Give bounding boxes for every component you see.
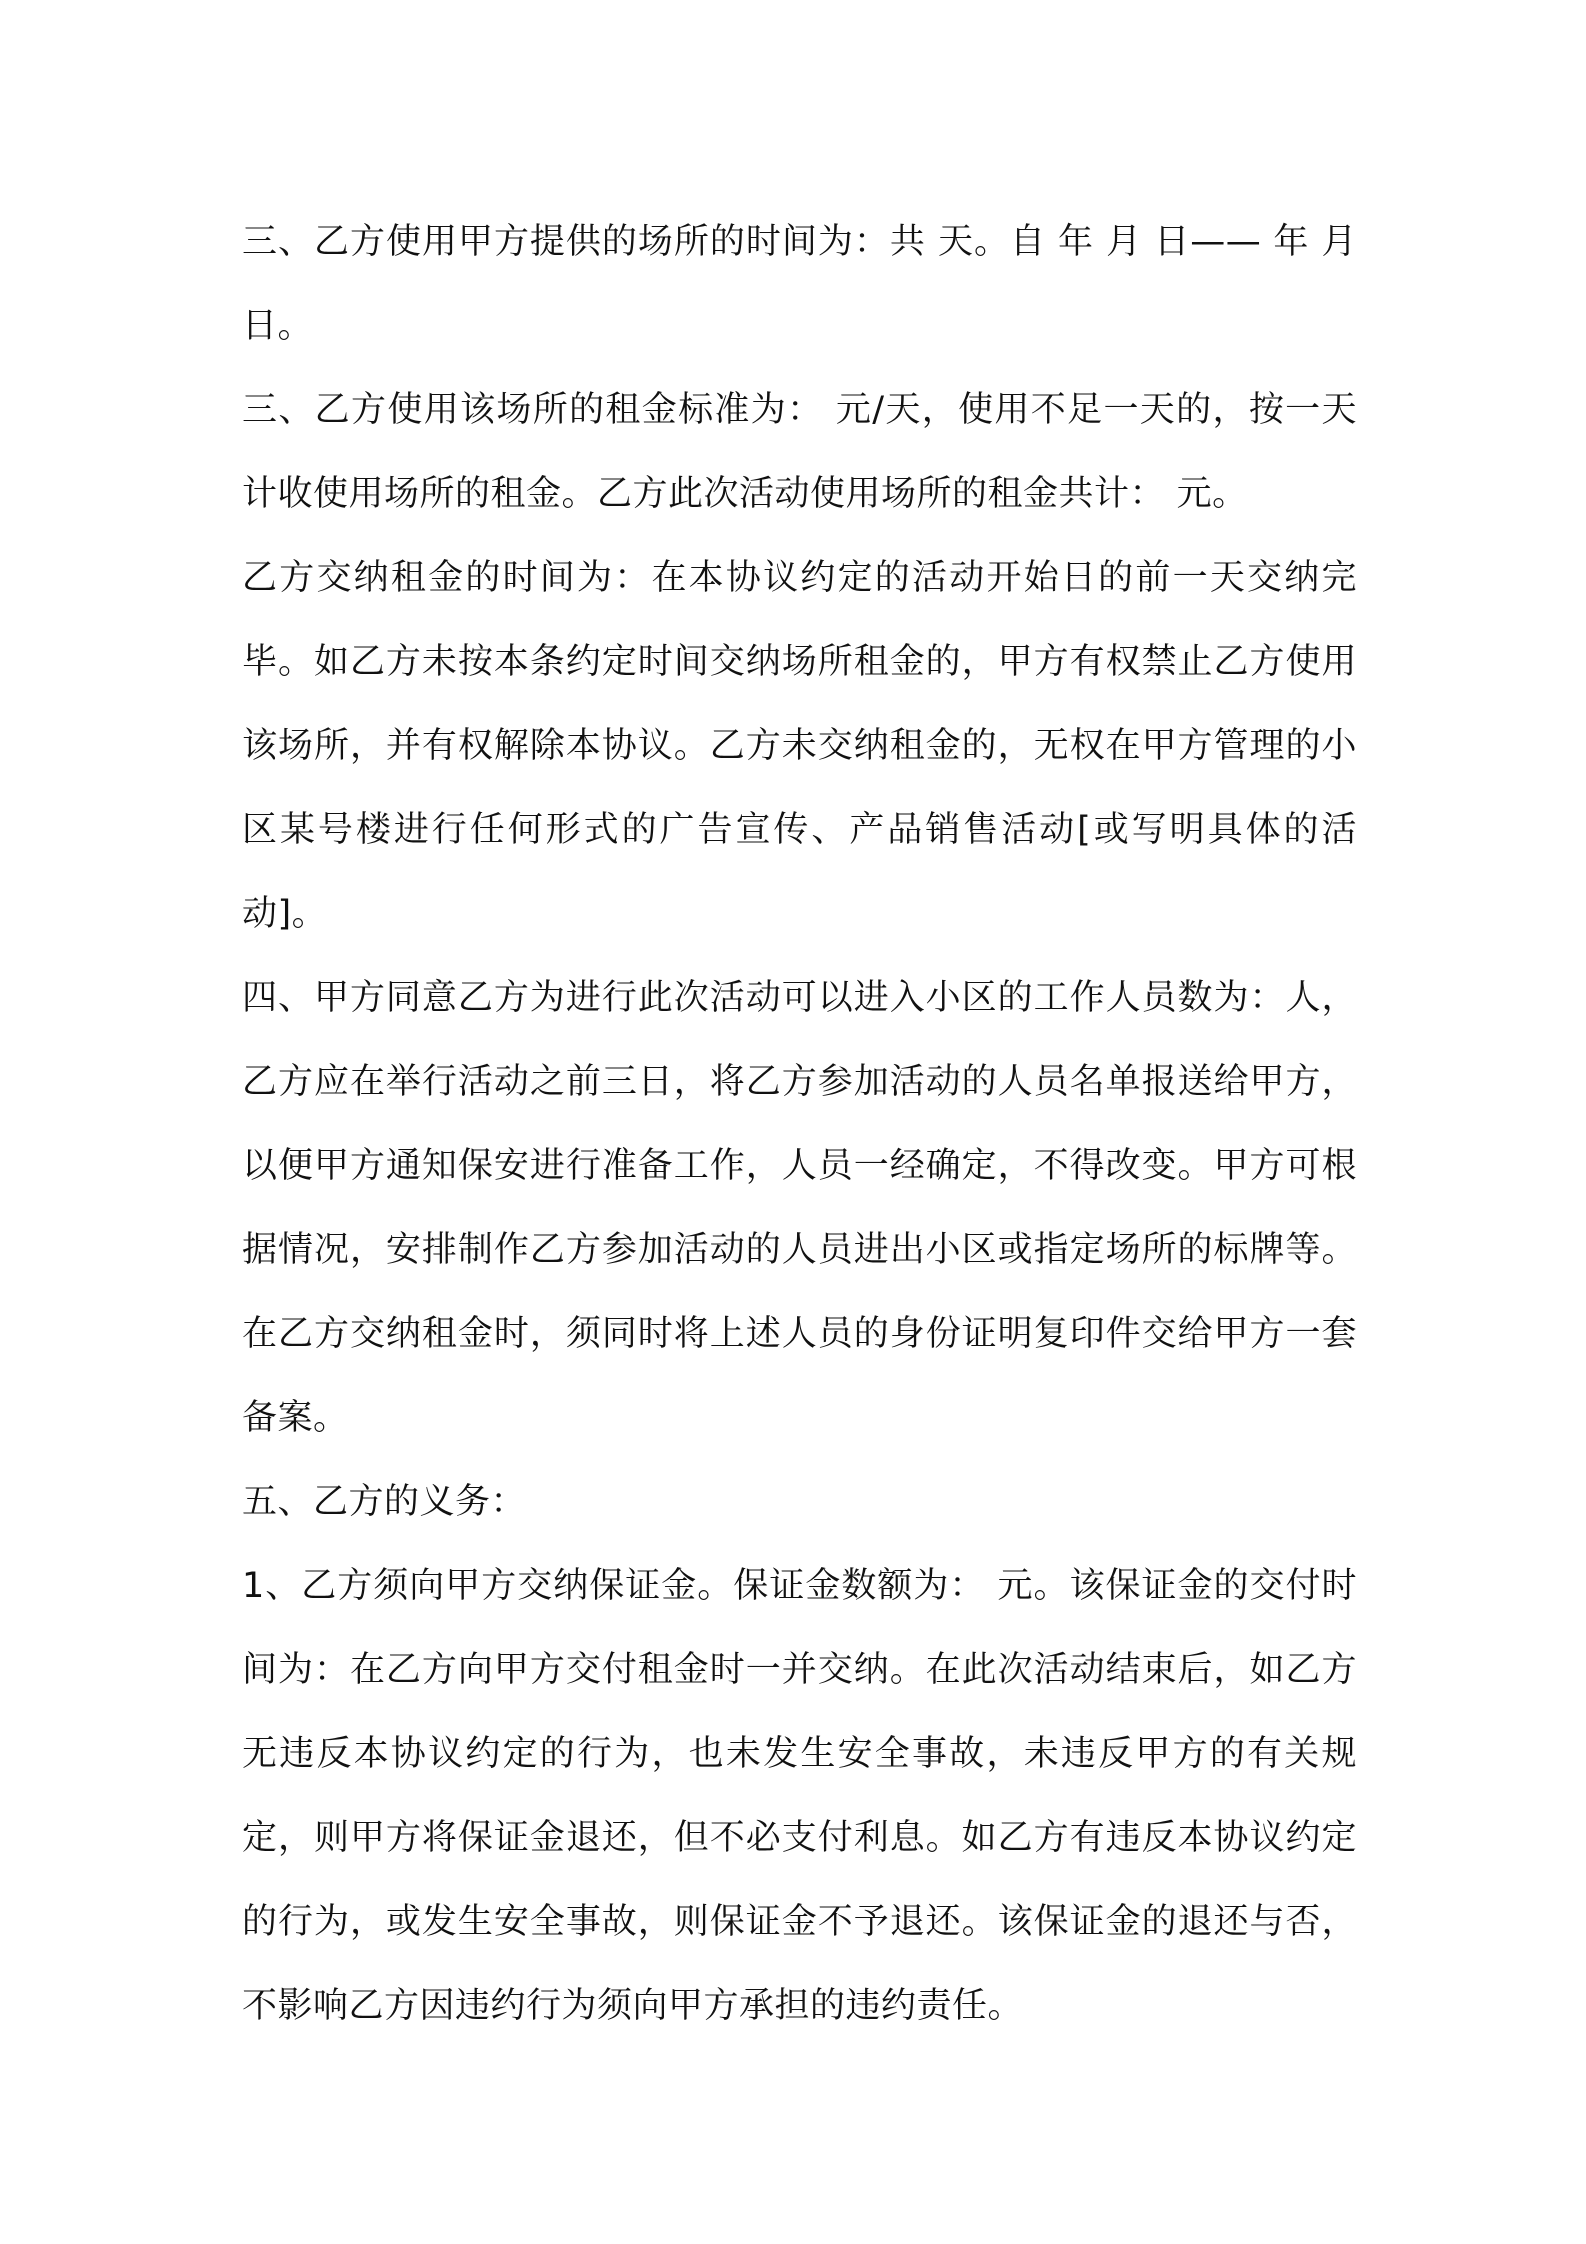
paragraph-rent-payment: 乙方交纳租金的时间为：在本协议约定的活动开始日的前一天交纳完毕。如乙方未按本条约定时间交纳场所租金的，甲方有权禁止乙方使用该场所，并有权解除本协议。乙方未交纳租金的，无权在甲方管理的小区某号楼进行任何形式的广告宣传、产品销售活动[或写明具体的活动]。	[242, 558, 1357, 934]
paragraph-rent-standard: 三、乙方使用该场所的租金标准为： 元/天，使用不足一天的，按一天计收使用场所的租金。乙方此次活动使用场所的租金共计： 元。	[242, 390, 1357, 514]
document-body	[242, 200, 1357, 2048]
paragraph-deposit: 1、乙方须向甲方交纳保证金。保证金数额为： 元。该保证金的交付时间为：在乙方向甲方交付租金时一并交纳。在此次活动结束后，如乙方无违反本协议约定的行为，也未发生安全事故，未违反甲方的有关规定，则甲方将保证金退还，但不必支付利息。如乙方有违反本协议约定的行为，或发生安全事故，则保证金不予退还。该保证金的退还与否，不影响乙方因违约行为须向甲方承担的违约责任。	[242, 1566, 1357, 2026]
paragraph-obligations-heading: 五、乙方的义务：	[242, 1482, 527, 1522]
paragraph-usage-period: 三、乙方使用甲方提供的场所的时间为：共 天。自 年 月 日—— 年 月 日。	[242, 222, 1357, 346]
paragraph-staff-count: 四、甲方同意乙方为进行此次活动可以进入小区的工作人员数为：人，乙方应在举行活动之前三日，将乙方参加活动的人员名单报送给甲方，以便甲方通知保安进行准备工作，人员一经确定，不得改变。甲方可根据情况，安排制作乙方参加活动的人员进出小区或指定场所的标牌等。在乙方交纳租金时，须同时将上述人员的身份证明复印件交给甲方一套备案。	[242, 978, 1357, 1438]
